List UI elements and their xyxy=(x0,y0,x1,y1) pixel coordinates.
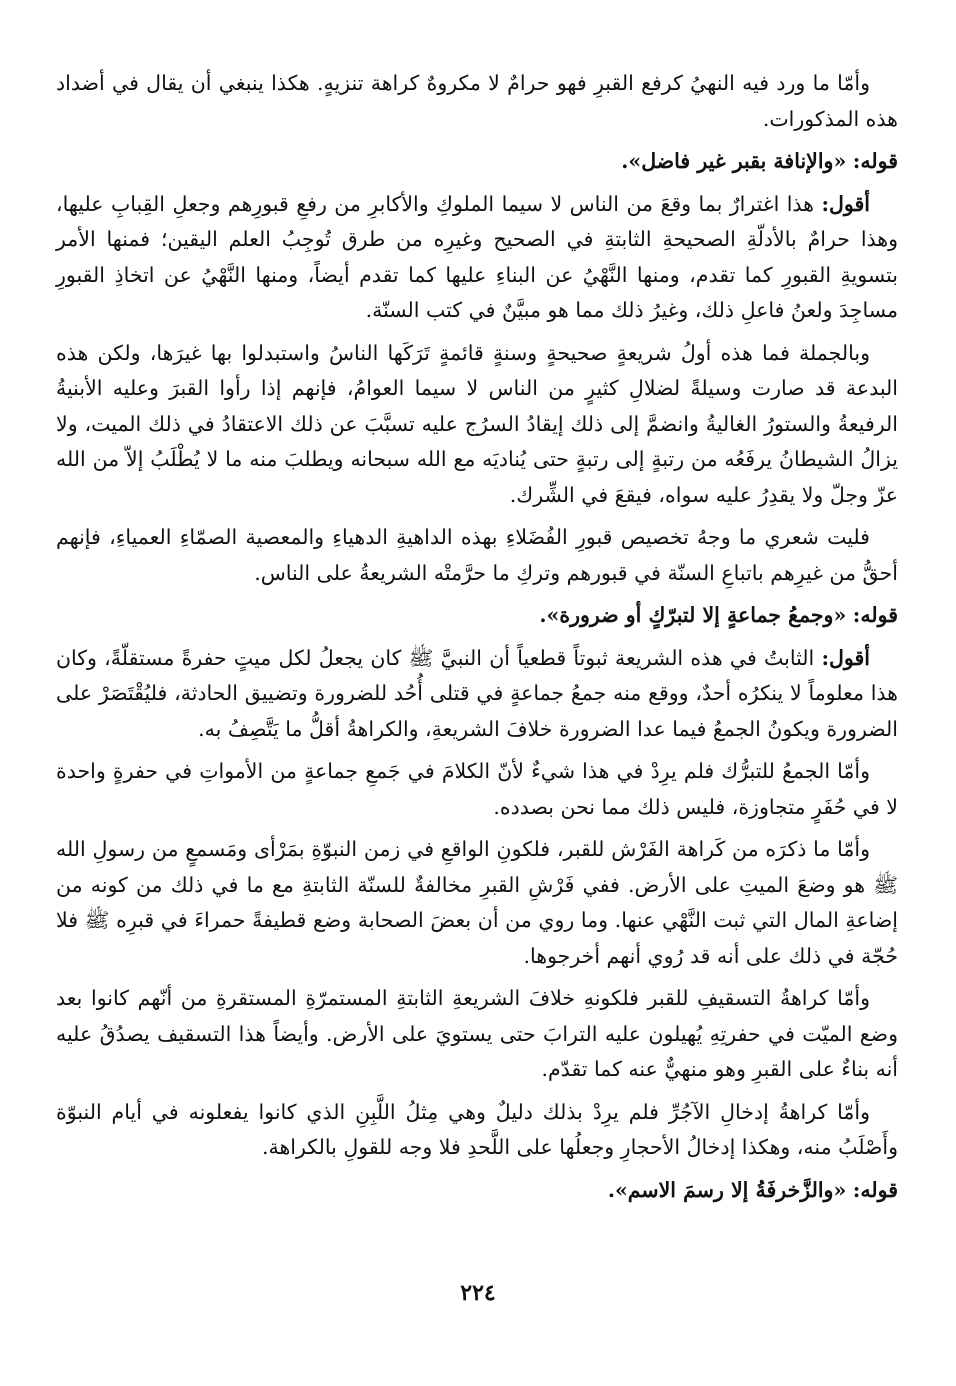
paragraph-roofing xyxy=(56,981,898,1088)
paragraph-text: وأمّا كراهةُ إدخالِ الآجُرِّ فلم يرِدْ بذلك دليلٌ وهي مِثلُ اللَّبِنِ الذي كانوا يفعلونه في أيام النبوّة وأَصْلَبُ منه، وهكذا إدخالُ الأحجارِ وجعلُها على اللَّحدِ فلا وجه للقولِ بالكراهة. xyxy=(56,1099,898,1159)
page-number: ٢٢٤ xyxy=(460,1280,496,1306)
heading-quote: «والإنافة بقبر غير فاضل». xyxy=(621,149,847,173)
heading-lead: قوله: xyxy=(852,1177,898,1202)
paragraph-text: وأمّا ما ذكرَه من كَراهة الفَرْش للقبر، فلكونِ الواقعِ في زمن النبوّةِ بمَرْأى ومَسمعٍ من رسولِ الله ﷺ هو وضعَ الميتِ على الأرض. ففي فَرْشِ القبرِ مخالفةٌ للسنّة الثابتةِ مع ما في ذلك من كونه من إضاعةِ المال التي ثبت النَّهْي عنها. وما روي من أن بعضَ الصحابة وضع قطيفةً حمراءَ في قبرِه ﷺ فلا حُجّة في ذلك على أنه قد رُوي أنهم أخرجوها. xyxy=(56,837,898,968)
paragraph-text: وأمّا الجمعُ للتبرُّك فلم يرِدْ في هذا شيءٌ لأنّ الكلامَ في جَمعِ جماعةٍ من الأمواتِ في حفرةٍ واحدة لا في حُفَرٍ متجاوزة، فليس ذلك مما نحن بصدده. xyxy=(56,759,898,819)
paragraph-text: وأمّا كراهةُ التسقيفِ للقبر فلكونهِ خلافَ الشريعةِ الثابتةِ المستمرّةِ المستقرةِ من أنّهم كانوا بعد وضع الميّت في حفرتِهِ يُهيلون عليه الترابَ حتى يستويَ على الأرض. وأيضاً هذا التسقيف يصدُقُ عليه أنه بناءٌ على القبرِ وهو منهيٌّ عنه كما تقدّم. xyxy=(56,986,898,1081)
paragraph-text: الثابتُ في هذه الشريعة ثبوتاً قطعياً أن النبيَّ ﷺ كان يجعلُ لكل ميتٍ حفرةً مستقلّةً، وكان هذا معلوماً لا ينكرُه أحدٌ، ووقع منه جمعُ جماعةٍ في قتلى أُحُد للضرورة وتضييق الحادثة، فليُقْتَصَرْ على الضرورة ويكونُ الجمعُ فيما عدا الضرورة خلافَ الشريعةِ، والكراهةُ أقلُّ ما يَتَّصِفُ به. xyxy=(56,645,898,741)
heading-lead: قوله: xyxy=(852,603,898,627)
heading-quote: «والزَّخرفَةُ إلا رسمَ الاسم». xyxy=(607,1177,847,1202)
heading-ostentation-of-grave xyxy=(56,144,898,180)
heading-gathering-group xyxy=(56,598,898,634)
paragraph-baked-bricks xyxy=(56,1095,898,1166)
paragraph-text: فليت شعري ما وجهُ تخصيص قبورِ الفُضَلاءِ بهذه الداهيةِ الدهياءِ والمعصية الصمّاءِ العمياءِ، فإنهم أحقُّ من غيرِهم باتباعِ السنّة في قبورهم وتركِ ما حرَّمتْه الشريعةُ على الناس. xyxy=(56,525,898,585)
paragraph-text: وبالجملة فما هذه أولُ شريعةٍ صحيحةٍ وسنةٍ قائمةٍ تَرَكَها الناسُ واستبدلوا بها غيرَها، ولكن هذه البدعة قد صارت وسيلةً لضلالِ كثيرٍ من الناس لا سيما العوامُ، فإنهم إذا رأوا القبرَ وعليه الأبنيةُ الرفيعةُ والستورُ الغاليةُ وانضمَّ إلى ذلك إيقادُ السرُج عليه تسبَّبَ عن ذلك الاعتقادُ في ذلك الميت، ولا يزالُ الشيطانُ يرفَعُه من رتبةٍ إلى رتبةٍ حتى يُناديَه مع الله سبحانه ويطلبَ منه ما لا يُطْلَبُ إلاّ من الله عزّ وجلّ ولا يقدِرُ عليه سواه، فيقعَ في الشِّرك. xyxy=(56,340,898,507)
paragraph-blessing xyxy=(56,754,898,825)
paragraph-innovation xyxy=(56,336,898,514)
paragraph-grave-prohibition xyxy=(56,66,898,137)
page-body xyxy=(56,66,898,1215)
paragraph-text: وأمّا ما ورد فيه النهيُ كرفع القبرِ فهو حرامٌ لا مكروهٌ كراهة تنزيهٍ. هكذا ينبغي أن يقال في أضداد هذه المذكورات. xyxy=(56,71,898,131)
heading-lead: قوله: xyxy=(852,149,898,173)
heading-quote: «وجمعُ جماعةٍ إلا لتبرّكٍ أو ضرورة». xyxy=(539,603,847,627)
paragraph-answer-domes xyxy=(56,187,898,329)
paragraph-lead: أقول: xyxy=(821,645,870,670)
paragraph-text: هذا اغترارٌ بما وقعَ من الناس لا سيما الملوكِ والأكابرِ من رفعِ قبورِهم وجعلِ القِبابِ عليها، وهذا حرامٌ بالأدلّةِ الصحيحةِ الثابتةِ في الصحيح وغيرِه من طرق تُوجِبُ العلم اليقين؛ فمنها الأمر بتسويةِ القبورِ كما تقدم، ومنها النَّهْيُ عن البناءِ عليها كما تقدم أيضاً، ومنها النَّهْيُ عن اتخاذِ القبورِ مساجِدَ ولعنُ فاعلِ ذلك، وغيرُ ذلك مما هو مبيَّنٌ في كتب السنّة. xyxy=(56,191,898,322)
paragraph-grave-bedding xyxy=(56,832,898,974)
paragraph-answer-separate-graves xyxy=(56,641,898,748)
heading-decoration xyxy=(56,1173,898,1209)
paragraph-lead: أقول: xyxy=(821,191,870,216)
paragraph-virtuous-graves xyxy=(56,520,898,591)
